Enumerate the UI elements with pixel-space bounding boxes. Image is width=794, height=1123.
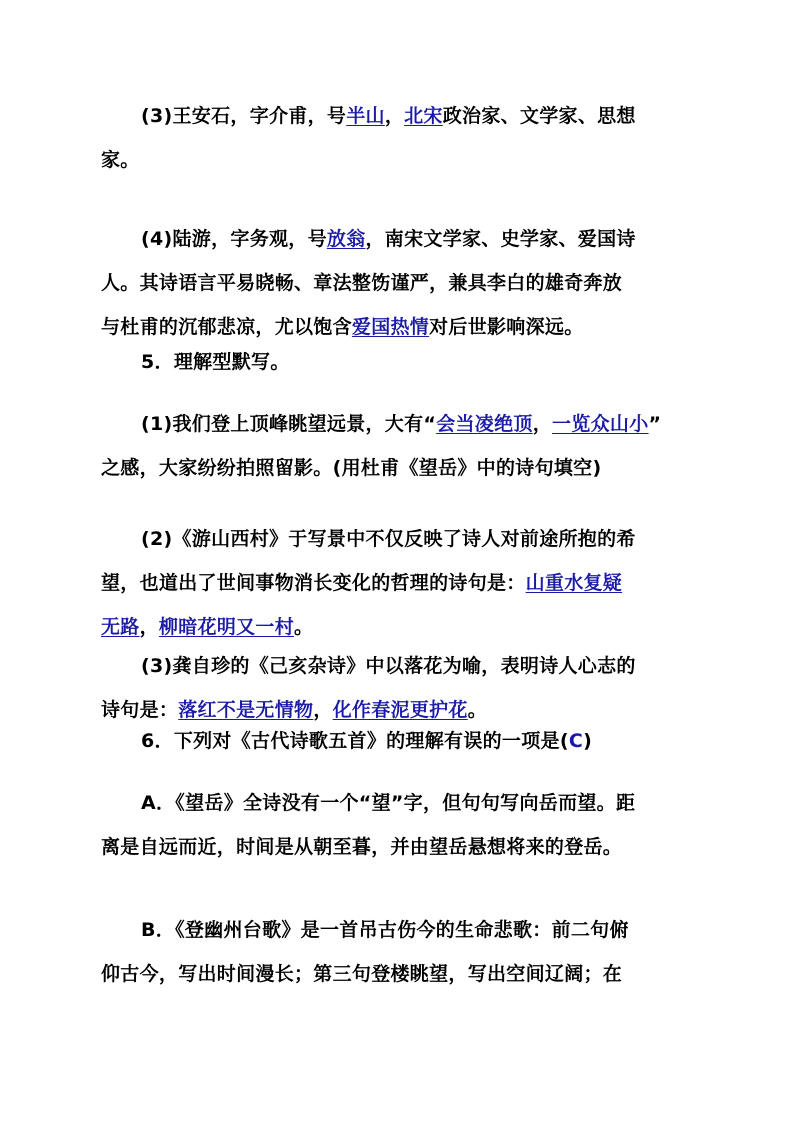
line-1: (3)王安石，字介甫，号半山，北宋政治家、文学家、思想 <box>141 105 636 127</box>
answer-luohong[interactable]: 落红不是无情物 <box>178 699 314 721</box>
line-1: (4)陆游，字务观，号放翁，南宋文学家、史学家、爱国诗 <box>141 228 636 250</box>
paragraph-lu-you <box>101 217 681 349</box>
line-2: 望，也道出了世间事物消长变化的哲理的诗句是：山重水复疑 <box>101 572 623 594</box>
line-2: 家。 <box>101 149 140 171</box>
option-a <box>101 781 681 869</box>
line-2: 仰古今，写出时间漫长；第三句登楼眺望，写出空间辽阔；在 <box>101 963 623 985</box>
answer-shanzhong-part1[interactable]: 山重水复疑 <box>525 572 623 594</box>
line-2: 离是自远而近，时间是从朝至暮，并由望岳悬想将来的登岳。 <box>101 836 623 858</box>
answer-aiguo-reqing[interactable]: 爱国热情 <box>351 316 430 338</box>
paragraph-shanxi-cun-fill <box>101 517 681 649</box>
option-b <box>101 908 681 996</box>
paragraph-wang-yue-fill <box>101 402 681 490</box>
answer-huazuo[interactable]: 化作春泥更护花 <box>332 699 468 721</box>
answer-yilan[interactable]: 一览众山小 <box>552 413 649 435</box>
line-1: (2)《游山西村》于写景中不仅反映了诗人对前途所抱的希 <box>141 528 636 550</box>
line-1: A．《望岳》全诗没有一个“望”字，但句句写向岳而望。距 <box>141 792 636 814</box>
line-2: 诗句是：落红不是无情物，化作春泥更护花。 <box>101 699 488 721</box>
question-6: 6．下列对《古代诗歌五首》的理解有误的一项是(C) <box>141 730 593 752</box>
line-2: 人。其诗语言平易晓畅、章法整饬谨严，兼具李白的雄奇奔放 <box>101 272 623 294</box>
line-1: (3)龚自珍的《己亥杂诗》中以落花为喻，表明诗人心志的 <box>141 655 636 677</box>
line-1: (1)我们登上顶峰眺望远景，大有“会当凌绝顶，一览众山小” <box>141 413 662 435</box>
answer-huidang[interactable]: 会当凌绝顶 <box>436 413 533 435</box>
answer-key-c: C <box>568 730 584 752</box>
answer-beisong[interactable]: 北宋 <box>404 105 443 127</box>
section-heading-5: 5．理解型默写。 <box>141 351 290 373</box>
answer-banshan[interactable]: 半山 <box>346 105 385 127</box>
line-2: 之感，大家纷纷拍照留影。(用杜甫《望岳》中的诗句填空) <box>101 457 602 479</box>
answer-liuan[interactable]: 柳暗花明又一村 <box>158 616 295 638</box>
answer-fangweng[interactable]: 放翁 <box>326 228 366 250</box>
paragraph-wang-anshi <box>101 94 681 182</box>
line-1: B．《登幽州台歌》是一首吊古伤今的生命悲歌：前二句俯 <box>141 919 629 941</box>
line-3: 无路，柳暗花明又一村。 <box>101 616 314 638</box>
answer-shanzhong-part2[interactable]: 无路 <box>101 616 140 638</box>
line-3: 与杜甫的沉郁悲凉，尤以饱含爱国热情对后世影响深远。 <box>101 316 584 338</box>
